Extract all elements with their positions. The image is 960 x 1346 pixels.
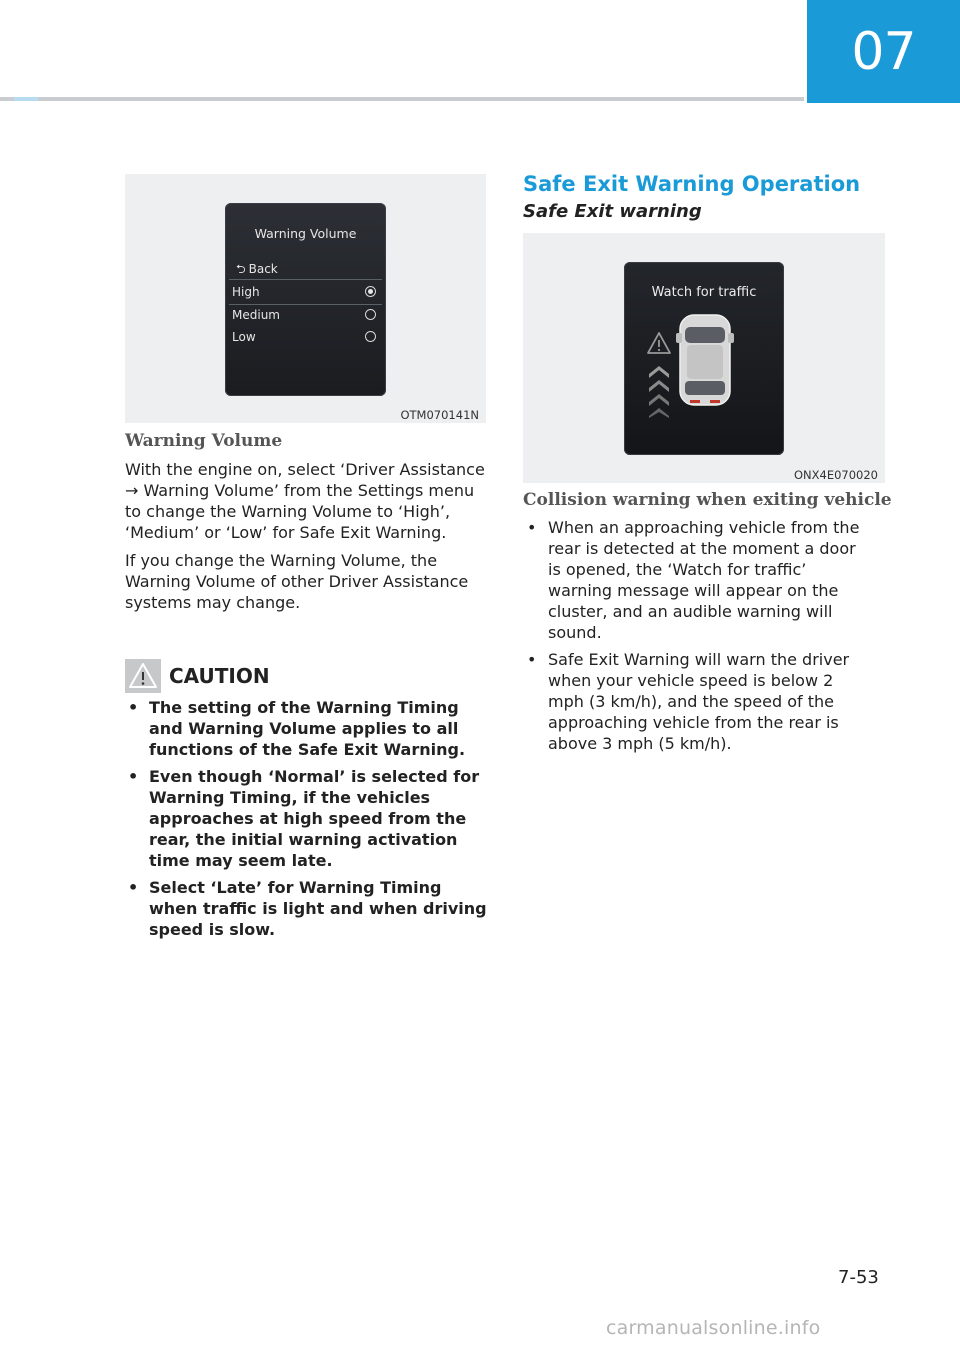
header-rule-accent <box>14 97 38 101</box>
back-item <box>236 260 278 281</box>
subheading-warning-volume: Warning Volume <box>125 431 283 451</box>
option-high <box>232 283 380 303</box>
cluster-screen <box>225 203 386 396</box>
caution-label: CAUTION <box>169 664 270 688</box>
divider <box>229 279 382 280</box>
radio-unselected-icon <box>365 331 376 342</box>
list-item: • When an approaching vehicle from the rear is detected at the moment a door is opened, the ‘Watch for traffic’ warning message will appear on the cluster, and an audible warning will sound. <box>524 517 869 643</box>
option-low <box>232 328 380 348</box>
approaching-chevrons-icon <box>646 362 672 418</box>
option-label: Low <box>232 330 256 344</box>
caution-icon-box <box>125 659 161 693</box>
radio-selected-icon <box>365 286 376 297</box>
left-body <box>125 459 485 620</box>
subheading-collision-warning: Collision warning when exiting vehicle <box>523 490 892 510</box>
sub-title: Safe Exit warning <box>523 201 702 222</box>
caution-list <box>125 697 490 946</box>
header-rule <box>0 97 804 101</box>
caution-item: • Even though ‘Normal’ is selected for Warning Timing, if the vehicles approaches at high speed from the rear, the initial warning activation time may seem late. <box>125 766 490 871</box>
watermark: carmanualsonline.info <box>606 1317 821 1339</box>
option-medium <box>232 306 380 326</box>
option-label: High <box>232 285 260 299</box>
section-title: Safe Exit Warning Operation <box>523 172 861 196</box>
radio-unselected-icon <box>365 309 376 320</box>
figure-code: ONX4E070020 <box>793 468 878 482</box>
figure-watch-for-traffic <box>523 233 885 483</box>
warning-triangle-icon <box>125 659 161 693</box>
paragraph: If you change the Warning Volume, the Warning Volume of other Driver Assistance systems may change. <box>125 551 469 612</box>
back-label: Back <box>248 262 278 276</box>
list-item: • Safe Exit Warning will warn the driver when your vehicle speed is below 2 mph (3 km/h), and the speed of the approaching vehicle from the rear is above 3 mph (5 km/h). <box>524 649 869 754</box>
cluster-screen <box>624 262 784 455</box>
caution-item: • The setting of the Warning Timing and Warning Volume applies to all functions of the Safe Exit Warning. <box>125 697 490 760</box>
car-top-view-icon <box>674 311 736 411</box>
figure-warning-volume <box>125 174 486 423</box>
warning-triangle-icon <box>646 331 672 355</box>
back-arrow-icon: ⮌ <box>236 262 246 276</box>
option-label: Medium <box>232 308 280 322</box>
divider <box>229 304 382 305</box>
page-number: 7-53 <box>838 1267 879 1288</box>
chapter-tab: 07 <box>807 0 960 103</box>
screen-title: Watch for traffic <box>651 285 757 300</box>
paragraph: With the engine on, select ‘Driver Assistance → Warning Volume’ from the Settings menu to change the Warning Volume to ‘High’, ‘Medium’ or ‘Low’ for Safe Exit Warning. <box>125 460 485 542</box>
screen-title: Warning Volume <box>254 226 357 241</box>
right-list <box>524 517 869 760</box>
caution-item: • Select ‘Late’ for Warning Timing when traffic is light and when driving speed is slow. <box>125 877 490 940</box>
figure-code: OTM070141N <box>400 408 479 422</box>
